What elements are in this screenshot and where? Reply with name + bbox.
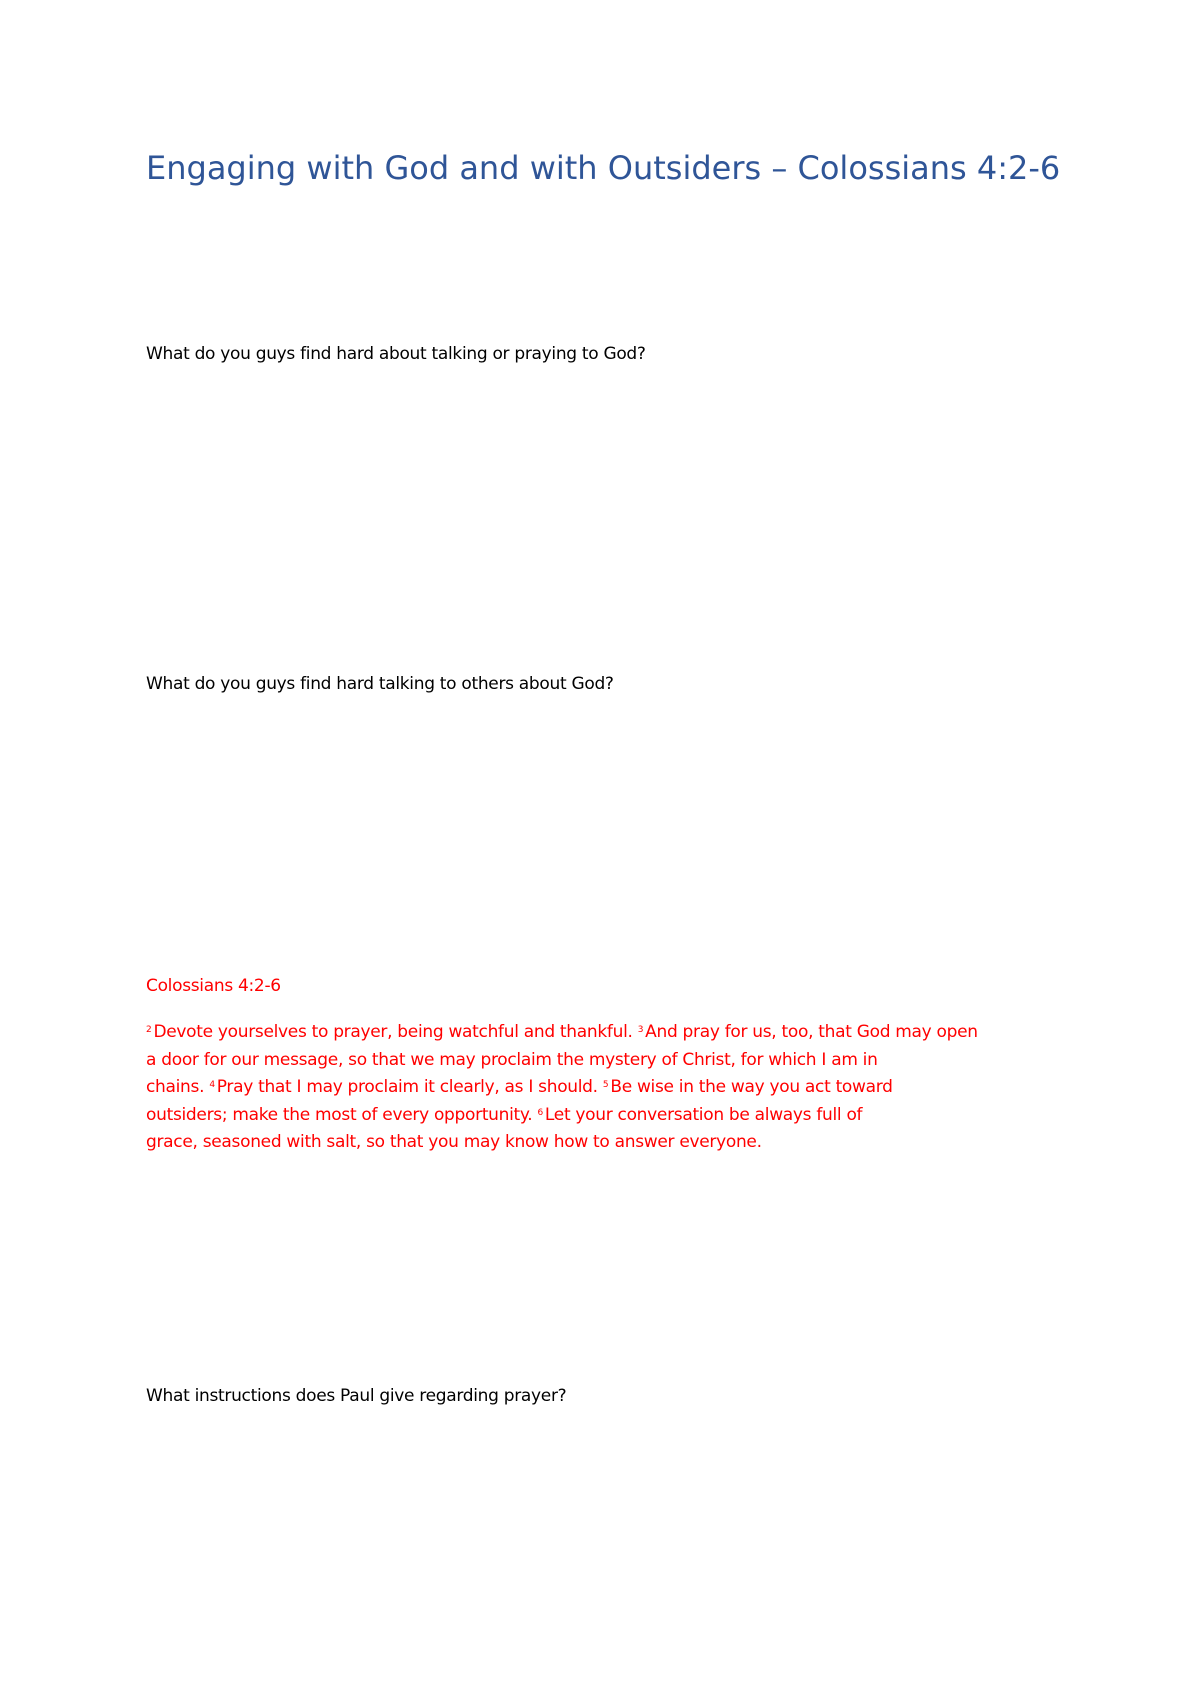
- verse-number: 5: [602, 1080, 609, 1090]
- verse-text: And pray for us, too, that God may open: [645, 1022, 978, 1042]
- verse-text: Pray that I may proclaim it clearly, as I should.: [216, 1077, 603, 1097]
- verse-text: outsiders; make the most of every opportunity.: [146, 1104, 538, 1125]
- question-3: What instructions does Paul give regarding prayer?: [146, 1386, 567, 1406]
- page-title: Engaging with God and with Outsiders – Colossians 4:2-6: [146, 149, 1061, 187]
- question-1: What do you guys find hard about talking or praying to God?: [146, 344, 646, 364]
- verse-number: 4: [209, 1080, 215, 1090]
- verse-text: chains.: [146, 1077, 210, 1097]
- passage-line: [146, 1047, 1086, 1075]
- verse-text: Let your conversation be always full of: [544, 1104, 863, 1125]
- verse-number: 6: [537, 1107, 543, 1118]
- passage-line: [146, 1102, 1086, 1130]
- verse-text: Be wise in the way you act toward: [610, 1077, 893, 1097]
- passage-line: [146, 1129, 1086, 1157]
- verse-number: 3: [637, 1025, 644, 1035]
- verse-number: 2: [146, 1025, 152, 1035]
- verse-text: a door for our message, so that we may proclaim the mystery of Christ, for which I am in: [146, 1049, 878, 1070]
- passage-line: [146, 1019, 1086, 1047]
- passage-line: [146, 1074, 1086, 1102]
- verse-text: grace, seasoned with salt, so that you may know how to answer everyone.: [146, 1132, 762, 1152]
- verse-text: Devote yourselves to prayer, being watchful and thankful.: [153, 1022, 638, 1042]
- question-2: What do you guys find hard talking to others about God?: [146, 674, 614, 694]
- passage-reference: Colossians 4:2-6: [146, 976, 281, 996]
- scripture-passage: [146, 1019, 1086, 1157]
